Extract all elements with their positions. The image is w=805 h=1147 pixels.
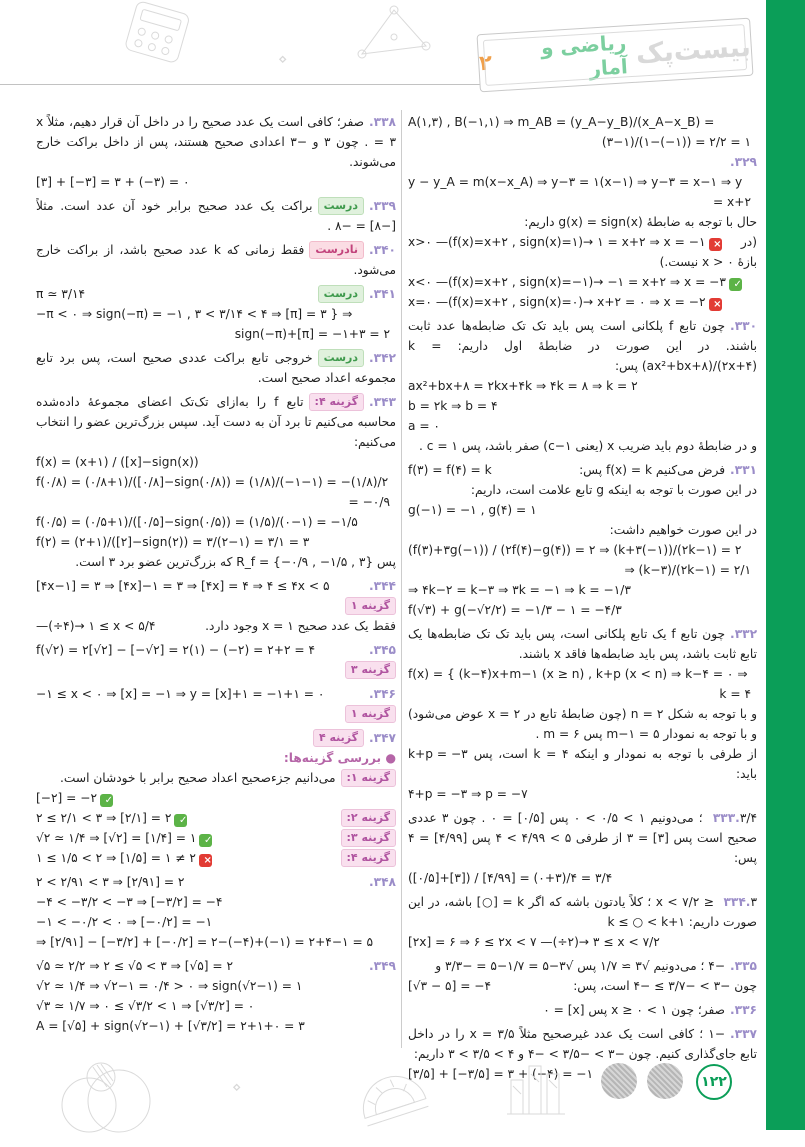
solution-text: فقط یک عدد صحیح x = ۱ وجود دارد. bbox=[205, 619, 396, 633]
answer-badge: درست bbox=[318, 197, 364, 215]
solution-text: از طرفی با توجه به نمودار و اینکه k = ۴ است، پس باید: bbox=[473, 747, 757, 781]
solution-line bbox=[36, 472, 396, 512]
solution-block bbox=[408, 892, 757, 952]
math-expression: f(۰/۵) = (۰/۵+۱)/([۰/۵]−sign(۰/۵)) = (۱/۵)/(۰−۱) = −۱/۵ bbox=[36, 515, 358, 529]
math-expression: [۳] + [−۳] = ۳ + (−۳) = ۰ bbox=[36, 175, 190, 189]
solution-line bbox=[408, 744, 757, 784]
solution-line bbox=[408, 376, 757, 396]
math-expression: [√۳ − ۵] = −۴ bbox=[408, 979, 492, 993]
math-expression: k+p = −۳ bbox=[408, 747, 468, 761]
solution-line bbox=[36, 828, 396, 848]
solution-line bbox=[36, 112, 396, 172]
math-expression: [۲x] = ۶ ⇒ ۶ ≤ ۲x < ۷ —(÷۲)→ ۳ ≤ x < ۷/۲ bbox=[408, 935, 660, 949]
solution-line bbox=[408, 520, 757, 540]
solution-line bbox=[36, 284, 396, 304]
math-expression: ۴+p = −۳ ⇒ p = −۷ bbox=[408, 787, 528, 801]
answer-badge: گزینه ۱ bbox=[345, 705, 396, 723]
solution-line bbox=[408, 600, 757, 620]
solution-text: فرض می‌کنیم f(x) = k پس: bbox=[579, 463, 726, 477]
solution-line bbox=[36, 552, 396, 572]
solution-line bbox=[408, 212, 757, 232]
solution-block bbox=[36, 240, 396, 280]
solution-line bbox=[36, 684, 396, 724]
answer-badge: گزینه ۳ bbox=[345, 661, 396, 679]
solution-line bbox=[36, 452, 396, 472]
math-expression: f(x) = (x+۱) / ([x]−sign(x)) bbox=[36, 455, 199, 469]
answer-badge: درست bbox=[318, 285, 364, 303]
answer-badge: گزینه ۳: bbox=[341, 829, 397, 847]
solution-line bbox=[408, 500, 757, 520]
solution-line bbox=[408, 580, 757, 600]
math-expression: a = ۰ bbox=[408, 419, 440, 433]
solution-text: ۳ ≤ x < ۷/۲ ؛ کلاً یادتون باشه که اگر k = [○] باشه، در این صورت داریم: k ≤ ○ < k+۱ bbox=[408, 895, 757, 929]
solution-block bbox=[408, 1000, 757, 1020]
answer-badge: گزینه ۴ bbox=[313, 729, 364, 747]
solution-line bbox=[408, 540, 757, 580]
solution-line bbox=[36, 616, 396, 636]
solution-block bbox=[408, 316, 757, 456]
problem-number: ۳۴۱. bbox=[369, 287, 396, 301]
solution-block bbox=[36, 284, 396, 344]
calculator-sketch-icon bbox=[116, 0, 203, 79]
math-expression: A(۱,۳) , B(−۱,۱) ⇒ m_AB = (y_A−y_B)/(x_A−x_B) = (۳−۱)/(۱−(−۱)) = ۲/۲ = ۱ bbox=[408, 115, 751, 149]
header-divider-line bbox=[0, 84, 487, 85]
solution-text: −۴ ؛ می‌دونیم √۳ ≃ ۱/۷ پس √۳−۵ = ۱/۷−۵ = −۳/۳ و bbox=[435, 959, 726, 973]
math-expression: [۳/۵] + [−۳/۵] = ۳ + (−۴) = −۱ bbox=[408, 1067, 594, 1081]
solution-block bbox=[36, 112, 396, 192]
column-divider bbox=[401, 110, 402, 1048]
math-expression: x=۰ —(f(x)=x+۲ , sign(x)=۰)→ x+۲ = ۰ ⇒ x = −۲ × bbox=[408, 295, 722, 310]
solution-line bbox=[408, 172, 757, 212]
solution-block bbox=[36, 684, 396, 724]
problem-number: ۳۳۵. bbox=[730, 959, 757, 973]
solution-text: ۳/۴ ؛ می‌دونیم ۱ > ۰/۵ > ۰ پس [۰/۵] = ۰ . چون ۳ عددی صحیح است پس [۳] = ۳ از طرفی ۵ > ۴/۹۹ > ۴ پس [۴/۹۹] = ۴ پس: bbox=[408, 811, 757, 865]
solution-block bbox=[36, 196, 396, 236]
solution-text: چون −۳ > −۳/۷ ≥ −۴ است، پس: bbox=[573, 979, 757, 993]
solution-text: در این صورت خواهیم داشت: bbox=[609, 523, 757, 537]
math-expression: f(x) = { (k−۴)x+m−۱ (x ≥ n) , k+p (x < n) ⇒ k−۴ = ۰ ⇒ k = ۴ bbox=[408, 667, 751, 701]
brand-grade-number: ۲ bbox=[478, 50, 493, 76]
math-expression: x>۰ —(f(x)=x+۲ , sign(x)=۱)→ ۱ = x+۲ ⇒ x = −۱ × bbox=[408, 235, 722, 250]
solution-line bbox=[408, 1024, 757, 1064]
solution-line bbox=[408, 272, 757, 292]
math-expression: π ≃ ۳/۱۴ bbox=[36, 287, 86, 301]
solution-line bbox=[36, 808, 396, 828]
math-expression: ⇒ ۴k−۲ = k−۳ ⇒ ۳k = −۱ ⇒ k = −۱/۳ bbox=[408, 583, 631, 597]
column-right-solutions bbox=[408, 112, 757, 1088]
solution-line bbox=[408, 868, 757, 888]
math-expression: −π < ۰ ⇒ sign(−π) = −۱ , ۳ < ۳/۱۴ < ۴ ⇒ [π] = ۳ } ⇒ sign(−π)+[π] = −۱+۳ = ۲ bbox=[36, 307, 390, 341]
solution-text: و در ضابطهٔ دوم باید ضریب x (یعنی c−۱) صفر باشد، پس c = ۱ . bbox=[419, 439, 757, 453]
solution-text: چون تابع f پلکانی است پس باید تک تک ضابطه‌ها عدد ثابت باشند. در این صورت در ضابطهٔ اول داریم: k = (ax²+bx+۸)/(۲x+۴) پس: bbox=[408, 319, 757, 373]
solution-line bbox=[36, 788, 396, 808]
problem-number: ۳۳۶. bbox=[730, 1003, 757, 1017]
problem-number: ۳۳۲. bbox=[730, 627, 757, 641]
solution-block bbox=[36, 956, 396, 1036]
solution-line bbox=[408, 624, 757, 664]
solution-line bbox=[36, 932, 396, 952]
solution-line bbox=[36, 172, 396, 192]
math-expression: −۱ ≤ x < ۰ ⇒ [x] = −۱ ⇒ y = [x]+۱ = −۱+۱ = ۰ bbox=[36, 687, 325, 701]
math-expression: ⇒ [۲/۹۱] − [−۳/۲] + [−۰/۲] = ۲−(−۴)+(−۱) = ۲+۴−۱ = ۵ bbox=[36, 935, 374, 949]
math-expression: b = ۲k ⇒ b = ۴ bbox=[408, 399, 498, 413]
problem-number: ۳۳۹. bbox=[369, 199, 396, 213]
solution-line bbox=[408, 784, 757, 804]
problem-number: ۳۴۸. bbox=[369, 875, 396, 889]
solution-line bbox=[36, 976, 396, 996]
solution-line bbox=[36, 512, 396, 532]
check-icon: ✓ bbox=[100, 794, 113, 807]
page-number-badge: ۱۲۲ bbox=[696, 1064, 732, 1100]
math-expression: f(۳) = f(۴) = k bbox=[408, 463, 492, 477]
problem-number: ۳۴۵. bbox=[369, 643, 396, 657]
problem-number: ۳۳۰. bbox=[730, 319, 757, 333]
bar-chart-sketch-icon bbox=[505, 1056, 567, 1122]
math-expression: ۲ ≤ ۲/۱ < ۳ ⇒ [۲/۱] = ۲ ✓ bbox=[36, 811, 188, 826]
math-expression: —(÷۴)→ ۱ ≤ x < ۵/۴ bbox=[36, 619, 156, 633]
solution-line bbox=[408, 112, 757, 172]
solution-text: چون تابع f یک تابع پلکانی است، پس باید تک تک ضابطه‌ها یک تابع ثابت باشد، پس باید ضابطه‌ها فاقد x باشند. bbox=[408, 627, 757, 661]
brand-series-name: بیست‌پک bbox=[634, 31, 752, 70]
solution-line bbox=[408, 956, 757, 976]
solution-text: حال با توجه به ضابطهٔ g(x) = sign(x) داریم: bbox=[524, 215, 757, 229]
solution-line bbox=[408, 232, 757, 272]
solution-line bbox=[408, 480, 757, 500]
math-expression: [۴x−۱] = ۳ ⇒ [۴x]−۱ = ۳ ⇒ [۴x] = ۴ ⇒ ۴ ≤ ۴x < ۵ bbox=[36, 579, 330, 593]
solution-line bbox=[408, 316, 757, 376]
answer-badge: گزینه ۲: bbox=[341, 809, 397, 827]
solution-text: صفر؛ کافی است یک عدد صحیح را در داخل آن قرار دهیم، مثلاً x = ۳ . چون ۳ و −۳ اعدادی صحیح هستند، پس از داخل براکت خارج می‌شوند. bbox=[36, 115, 396, 169]
cross-icon: × bbox=[709, 238, 722, 251]
solution-line bbox=[36, 240, 396, 280]
hatched-circle-icon bbox=[601, 1063, 637, 1099]
problem-number: ۳۳۳. bbox=[712, 811, 740, 825]
solution-line bbox=[408, 892, 757, 932]
solution-line bbox=[408, 932, 757, 952]
math-expression: y − y_A = m(x−x_A) ⇒ y−۳ = ۱(x−۱) ⇒ y−۳ = x−۱ ⇒ y = x+۲ bbox=[408, 175, 751, 209]
math-expression: A = [√۵] + sign(√۲−۱) + [√۳/۲] = ۲+۱+۰ = ۳ bbox=[36, 1019, 305, 1033]
problem-number: ۳۴۳. bbox=[369, 395, 396, 409]
problem-number: ۳۴۰. bbox=[369, 243, 396, 257]
solution-line bbox=[408, 704, 757, 744]
solution-text: در این صورت با توجه به اینکه g تابع علامت است، داریم: bbox=[470, 483, 757, 497]
solution-text: (در بازهٔ ۰ < x نیست.) bbox=[659, 235, 757, 269]
solution-text: ● بررسی گزینه‌ها: bbox=[283, 751, 396, 765]
solution-line bbox=[36, 848, 396, 868]
problem-number: ۳۳۱. bbox=[730, 463, 757, 477]
solution-line bbox=[408, 396, 757, 416]
problem-number: ۳۴۷. bbox=[369, 731, 396, 745]
problem-number: ۳۲۹. bbox=[730, 155, 757, 169]
math-expression: √۳ ≃ ۱/۷ ⇒ ۰ ≤ √۳/۲ < ۱ ⇒ [√۳/۲] = ۰ bbox=[36, 999, 255, 1013]
solution-block bbox=[408, 808, 757, 888]
answer-badge: گزینه ۱ bbox=[345, 597, 396, 615]
diamond-dots-icon: ⋄ bbox=[278, 50, 288, 68]
solution-line bbox=[36, 872, 396, 892]
solution-line bbox=[36, 576, 396, 616]
solution-text: فقط زمانی که k عدد صحیح باشد، از براکت خارج می‌شود. bbox=[36, 243, 396, 277]
math-expression: (f(۳)+۳g(−۱)) / (۲f(۴)−g(۴)) = ۲ ⇒ (k+۳(−۱))/(۲k−۱) = ۲ ⇒ (k−۳)/(۲k−۱) = ۲/۱ bbox=[408, 543, 751, 577]
solution-line bbox=[36, 956, 396, 976]
solution-block bbox=[408, 112, 757, 312]
problem-number: ۳۴۶. bbox=[369, 687, 396, 701]
solution-block bbox=[408, 624, 757, 804]
solution-block bbox=[36, 640, 396, 680]
answer-badge: گزینه ۴: bbox=[341, 849, 397, 867]
problem-number: ۳۳۷. bbox=[730, 1027, 757, 1041]
math-expression: −۴ < −۳/۲ < −۳ ⇒ [−۳/۲] = −۴ bbox=[36, 895, 223, 909]
solution-line bbox=[408, 460, 757, 480]
solution-text: و با توجه به شکل n = ۲ (چون ضابطهٔ تابع در x = ۲ عوض می‌شود) و با توجه به نمودار m−۱ = ۵ پس m = ۶ . bbox=[408, 707, 757, 741]
solution-text: −۱ ؛ کافی است یک عدد غیرصحیح مثلاً x = ۳/۵ را در داخل تابع جای‌گذاری کنیم. چون −۳ > −۳/۵ > −۴ و ۴ > ۳/۵ > ۳ داریم: bbox=[408, 1027, 757, 1061]
solution-line bbox=[36, 532, 396, 552]
brand-subject-name: ریاضی و آمار bbox=[540, 30, 629, 81]
solution-line bbox=[36, 1016, 396, 1036]
solution-block bbox=[36, 872, 396, 952]
solution-line bbox=[36, 912, 396, 932]
solution-line bbox=[36, 348, 396, 388]
problem-number: ۳۳۸. bbox=[369, 115, 396, 129]
solution-text: پس R_f = {−۰/۹ , −۱/۵ , ۳} که بزرگ‌ترین عضو برد ۳ است. bbox=[75, 555, 396, 569]
solution-line bbox=[408, 808, 757, 868]
math-expression: ax²+bx+۸ = ۲kx+۴k ⇒ ۴k = ۸ ⇒ k = ۲ bbox=[408, 379, 638, 393]
solution-line bbox=[408, 292, 757, 312]
check-icon: ✓ bbox=[174, 814, 187, 827]
solution-block bbox=[408, 956, 757, 996]
math-expression: √۵ ≃ ۲/۲ ⇒ ۲ ≤ √۵ < ۳ ⇒ [√۵] = ۲ bbox=[36, 959, 234, 973]
problem-number: ۳۳۴. bbox=[723, 895, 751, 909]
diamond-dots-icon: ⋄ bbox=[232, 1078, 242, 1096]
problem-number: ۳۴۲. bbox=[369, 351, 396, 365]
answer-badge: گزینه ۴: bbox=[309, 393, 365, 411]
check-icon: ✓ bbox=[199, 834, 212, 847]
solution-block bbox=[36, 392, 396, 572]
solution-line bbox=[36, 196, 396, 236]
math-expression: ([۰/۵]+[۳]) / [۴/۹۹] = (۰+۳)/۴ = ۳/۴ bbox=[408, 871, 613, 885]
solution-line bbox=[36, 392, 396, 452]
solution-line bbox=[36, 892, 396, 912]
math-expression: −۱ < −۰/۲ < ۰ ⇒ [−۰/۲] = −۱ bbox=[36, 915, 213, 929]
math-expression: f(√۳) + g(−√۲/۲) = −۱/۳ − ۱ = −۴/۳ bbox=[408, 603, 622, 617]
problem-number: ۳۴۴. bbox=[369, 579, 396, 593]
solution-text: خروجی تابع براکت عددی صحیح است، پس برد تابع مجموعه اعداد صحیح است. bbox=[36, 351, 396, 385]
solution-text: می‌دانیم جزءصحیح اعداد صحیح برابر با خودشان است. bbox=[60, 771, 336, 785]
math-expression: [−۲] = −۲ ✓ bbox=[36, 791, 113, 806]
math-expression: ۱ ≤ ۱/۵ < ۲ ⇒ [۱/۵] = ۱ ≠ ۲ × bbox=[36, 851, 212, 866]
solution-line bbox=[36, 768, 396, 788]
hatched-circle-icon bbox=[647, 1063, 683, 1099]
math-expression: f(۲) = (۲+۱)/([۲]−sign(۲)) = ۳/(۲−۱) = ۳/۱ = ۳ bbox=[36, 535, 310, 549]
solution-text: براکت یک عدد صحیح برابر خود آن عدد است. مثلاً [−۸] = −۸ . bbox=[36, 199, 396, 233]
solution-block bbox=[36, 348, 396, 388]
solution-line bbox=[36, 728, 396, 748]
solution-line bbox=[36, 304, 396, 344]
solution-line bbox=[408, 1000, 757, 1020]
solution-block bbox=[408, 460, 757, 620]
answer-badge: نادرست bbox=[309, 241, 364, 259]
math-expression: √۲ ≃ ۱/۴ ⇒ [√۲] = [۱/۴] = ۱ ✓ bbox=[36, 831, 213, 846]
problem-number: ۳۴۹. bbox=[369, 959, 396, 973]
solution-text: صفر؛ چون ۱ > x ≥ ۰ پس [x] = ۰ bbox=[543, 1003, 726, 1017]
solution-line bbox=[36, 996, 396, 1016]
solution-line bbox=[408, 436, 757, 456]
solution-block bbox=[36, 728, 396, 868]
column-left-solutions bbox=[36, 112, 396, 1040]
solution-line bbox=[408, 976, 757, 996]
cross-icon: × bbox=[199, 854, 212, 867]
solution-text: تابع f را به‌ازای تک‌تک اعضای مجموعهٔ داده‌شده محاسبه می‌کنیم تا برد آن به دست آید. سپس بزرگ‌ترین عضو را انتخاب می‌کنیم: bbox=[36, 395, 396, 449]
cross-icon: × bbox=[709, 298, 722, 311]
venn-circles-icon bbox=[55, 1055, 159, 1137]
solution-line bbox=[408, 416, 757, 436]
brand-logo bbox=[476, 18, 753, 93]
answer-badge: درست bbox=[318, 349, 364, 367]
green-sidebar bbox=[766, 0, 805, 1130]
math-expression: g(−۱) = −۱ , g(۴) = ۱ bbox=[408, 503, 537, 517]
math-expression: f(√۲) = ۲[√۲] − [−√۲] = ۲(۱) − (−۲) = ۲+۲ = ۴ bbox=[36, 643, 315, 657]
math-expression: x<۰ —(f(x)=x+۲ , sign(x)=−۱)→ −۱ = x+۲ ⇒ x = −۳ ✓ bbox=[408, 275, 742, 290]
answer-badge: گزینه ۱: bbox=[341, 769, 397, 787]
solution-line bbox=[36, 640, 396, 680]
math-expression: f(۰/۸) = (۰/۸+۱)/([۰/۸]−sign(۰/۸)) = (۱/۸)/(−۱−۱) = −(۱/۸)/۲ = −۰/۹ bbox=[36, 475, 390, 509]
solution-line bbox=[36, 748, 396, 768]
solution-line bbox=[408, 664, 757, 704]
check-icon: ✓ bbox=[729, 278, 742, 291]
math-expression: √۲ ≃ ۱/۴ ⇒ √۲−۱ = ۰/۴ > ۰ ⇒ sign(√۲−۱) = ۱ bbox=[36, 979, 303, 993]
triangle-ruler-sketch-icon bbox=[352, 2, 434, 64]
math-expression: ۲ < ۲/۹۱ < ۳ ⇒ [۲/۹۱] = ۲ bbox=[36, 875, 185, 889]
solution-block bbox=[36, 576, 396, 636]
